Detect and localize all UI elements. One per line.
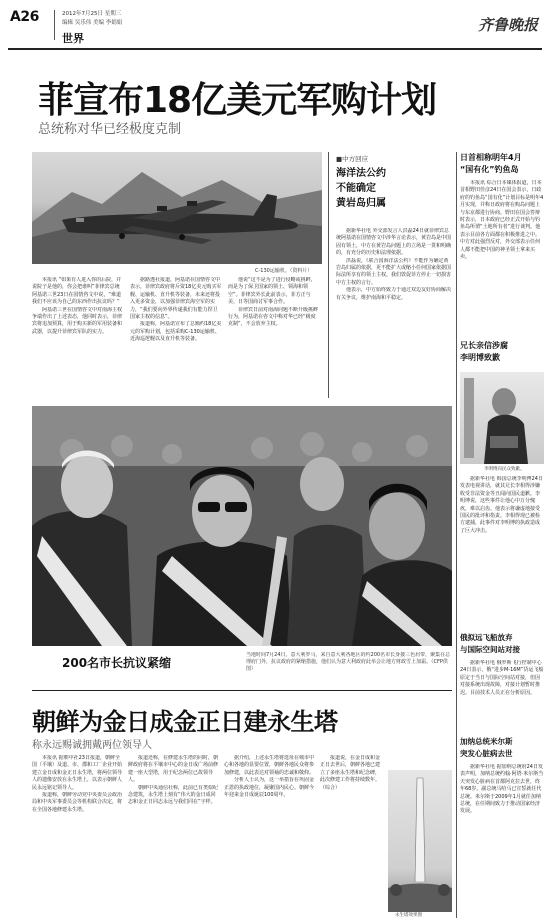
tower-icon [388,770,452,912]
aircraft-photo [32,152,322,264]
rc-story3-title [460,632,546,656]
person-bowing-icon [460,372,544,464]
protest-title: 200名市长抗议紧缩 [62,656,172,670]
nk-col-1 [32,755,122,917]
nk-col-4 [320,755,382,917]
main-col2-p1: 据路透社报道，阿基诺在国情咨文中表示，菲律宾政府将斥资18亿美元购买军舰、运输机、直升机等装备，未来还将投入更多资金，以加强菲律宾海空军的实力，“我们要向外界传递我们有能力捍卫国家主权的信息”。 [130,277,222,321]
rc-story1-title-line-2: “国有化”钓鱼岛 [460,165,519,174]
nk-col3-p2: 分析人士认为，这一举措旨在巩固金正恩的执政地位，凝聚国内民心。朝鲜今年迎来金日成诞辰100周年。 [224,777,314,799]
rc-story2-text: 据新华社电 韩国总统李明博24日发表电视讲话，就其兄长李相得涉嫌收受非法资金等丑闻向国民道歉。李明博说，这些事件让他心中万分愧疚，难以启齿。他表示将谦虚地接受国民的批评和指责。李相得现已被检方逮捕，此事件对李明博的执政造成了巨大冲击。 [460,476,543,534]
tower-photo [388,770,452,912]
page-header [0,0,550,50]
crowd-of-mayors-icon [32,406,452,646]
side-p2: 洪磊说，《联合国海洋法公约》不能作为确定黄岩岛归属的依据，更不能扩大或缩小任何国家依据国际法所享有的领土主权。我们敦促菲方停止一切损害中方主权的言行。 [336,257,452,286]
side-title-line-1: 海洋法公约 [336,168,386,179]
side-title [336,166,446,211]
main-col1-p1: 本报讯 “如果有人进入你的后院，并说院子是他的，你会把谁叫”菲律宾总统阿基诺三世23日在国情咨文中说，“难道我们不应该为自己的东西作出抗议吗？” [32,277,122,306]
side-p3: 他表示，中方始终致力于通过双边友好协商解决有关争议，维护南海和平稳定。 [336,287,452,301]
main-col-2 [130,277,222,407]
editors-line: 编辑 吴乐伟 美编 李娟娟 [62,20,123,26]
rc-story3-title-line-1: 俄拟远飞船放弃 [460,633,513,642]
nk-col1-p2: 报道称，朝鲜劳动党中央委员会政治局和中央军事委员会等机构联合决定，将在全国各地修建永生塔。 [32,792,122,813]
page-number: A26 [10,9,39,25]
tower-caption: 永生塔效果图 [395,913,422,918]
lee-myung-bak-photo [460,372,544,464]
rc-story1-title-line-1: 日首相称明年4月 [460,153,522,162]
rc-story2-title [460,340,546,364]
rc-story4-text: 据新华社电 据加纳总统府24日发表声明，加纳总统约翰·阿塔·米尔斯当天突发心脏病在首都阿克拉去世，终年68岁。副总统马哈马已宣誓就任代总统。米尔斯于2009年1月就任加纳总统，在任期间致力于推动国家经济发展。 [460,764,544,815]
rc-story4-title-line-1: 加纳总统米尔斯 [460,737,513,746]
main-col-1 [32,277,124,407]
rc-story3-title-line-2: 与国际空间站对接 [460,645,520,654]
side-body [336,228,452,398]
protest-photo [32,406,452,646]
nk-subhead: 称永远赐诚拥戴两位领导人 [32,740,152,751]
nk-col-2 [128,755,218,917]
nk-col4-p1: 报道说，在金日成和金正日去世后，朝鲜各地已建立了多座永生塔和纪念碑，此次修建工作将持续数年。（综合） [320,755,381,791]
nk-col3-p1: 据介绍，上述永生塔将选址在城市中心和各地的显要位置，朝鲜各地民众将参加修建，以此表达对领袖的忠诚和敬仰。 [224,755,314,776]
side-kicker: ■中方回应 [336,155,369,163]
main-headline: 菲宣布18亿美元军购计划 [38,80,437,121]
nk-headline: 朝鲜为金日成金正日建永生塔 [32,708,338,736]
main-col3-p1: 他说“这不是为了进行侵略或挑衅，而是为了保卫国家的领土、领海和领空”。菲律宾外长此前表示，菲方正与美、日等国商讨军事合作。 [228,277,316,306]
nk-col2-p2: 朝鲜中央通信社称，此前已有类似纪念建筑，永生塔上刻有“伟大的金日成同志和金正日同志永远与我们同在”字样。 [128,784,218,806]
nk-col2-p1: 报道还称，在修建永生塔的同时，朝鲜政府将在平壤市中心的金日成广场前修建一座大型塔，用于纪念两位已故领导人。 [128,755,218,784]
rc-story2-title-line-1: 兄长亲信涉腐 [460,341,508,350]
newspaper-brand: 齐鲁晚报 [477,16,538,34]
main-col2-p2: 报道称，阿基诺宣布了总额约18亿美元的军购计划，包括采购C-130运输机、近海巡逻舰以及直升机等装备。 [130,321,222,343]
rc-story3-text: 据新华社电 俄罗斯飞行控制中心24日表示，俄“进步M-16M”货运飞船原定于当日与国际空间站对接，但因对接系统出现故障，对接计划暂时推迟。目前技术人员正在分析原因。 [460,660,544,696]
nk-col1-p1: 本报讯 据朝中社23日报道，朝鲜全国（平壤）及道、市、郡和工厂企业开始建立金日成和金正日永生塔，将两位领导人的遗像安放在永生塔上，以表示朝鲜人民永远铭记领导人。 [32,755,122,791]
main-col-3 [228,277,320,407]
rc-story2-title-line-2: 李明博致歉 [460,353,500,362]
main-col3-p2: 菲律宾日前对南海问题不断升级挑衅行为，阿基诺在咨文中称对华已经“极度克制”，不会放弃主权。 [228,306,319,328]
protest-caption: 当地时间7月24日，意大利罗马，来自意大利各地区的约200名市长身披三色肩带，聚集在总理府门外，抗议政府的紧缩措施，他们认为意大利政府此举会让地方财政雪上加霜。（CFP供图） [246,652,451,672]
main-col1-p2: 阿基诺三世在国情咨文中对南海主权争端作出了上述表态，他同时表示，菲律宾将追加预算，用于购买新的军用装备和武器，以提升菲律宾军队的实力。 [32,306,123,335]
side-p1: 据新华社电 外交部发言人洪磊24日就菲律宾总统阿基诺在国情咨文中涉华言论表示，黄岩岛是中国固有领土，中方在黄岩岛问题上的立场是一贯和明确的，有充分的历史和法理依据。 [336,228,452,257]
main-subhead: 总统称对华已经极度克制 [38,122,182,137]
c130-aircraft-icon [32,152,322,264]
lee-photo-caption: 李明博向民众致歉。 [484,467,525,472]
nk-col-3 [224,755,314,917]
rc-story4-title-line-2: 突发心脏病去世 [460,749,513,758]
side-title-line-2: 不能确定 [336,183,376,194]
rc-story4-title [460,736,546,760]
date-line: 2012年7月25日 星期三 [62,11,122,17]
section-label: 世界 [62,32,84,45]
side-title-line-3: 黄岩岛归属 [336,198,386,209]
protest-title-box [40,652,230,672]
rc-story1-text: 本报讯 综合日本媒体报道，日本首相野田佳彦24日在国会表示，日政府的钓鱼岛“国有化”计划目标是明年4月实现，并称日政府将在购岛问题上与东京都进行协商。野田在国会答辩时表示，日本政府已经正式开始与钓鱼岛所谓“土地所有者”进行谈判。他表示目前各方面都在积极推进之中。中方对此强烈反对，外交部表示任何人都不能把中国的神圣领土拿来买卖。 [460,180,544,261]
rc-story1-title [460,152,546,176]
aircraft-caption: C-130运输机。（资料片） [255,268,313,274]
